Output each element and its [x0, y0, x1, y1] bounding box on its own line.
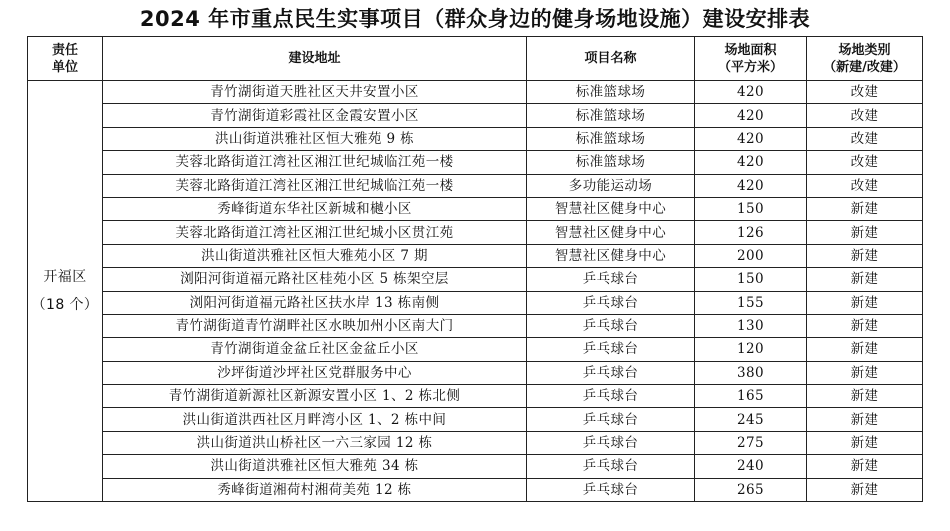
address-cell: 洪山街道洪西社区月畔湾小区 1、2 栋中间 [103, 408, 527, 431]
project-cell: 乒乓球台 [527, 455, 695, 478]
address-cell: 青竹湖街道金盆丘社区金盆丘小区 [103, 338, 527, 361]
area-cell: 380 [695, 361, 807, 384]
project-cell: 标准篮球场 [527, 151, 695, 174]
area-cell: 245 [695, 408, 807, 431]
address-cell: 芙蓉北路街道江湾社区湘江世纪城临江苑一楼 [103, 151, 527, 174]
header-area-line2: （平方米） [717, 59, 783, 75]
address-cell: 洪山街道洪雅社区恒大雅苑 34 栋 [103, 455, 527, 478]
area-cell: 200 [695, 244, 807, 267]
type-cell: 新建 [807, 361, 923, 384]
facilities-table [27, 36, 923, 502]
table-row [28, 361, 923, 384]
table-row [28, 455, 923, 478]
header-area-line1: 场地面积 [724, 42, 777, 58]
area-cell: 165 [695, 385, 807, 408]
type-cell: 新建 [807, 268, 923, 291]
table-row [28, 314, 923, 337]
area-cell: 150 [695, 268, 807, 291]
project-cell: 智慧社区健身中心 [527, 244, 695, 267]
project-cell: 乒乓球台 [527, 361, 695, 384]
address-cell: 秀峰街道湘荷村湘荷美苑 12 栋 [103, 478, 527, 501]
project-cell: 乒乓球台 [527, 268, 695, 291]
area-cell: 275 [695, 431, 807, 454]
area-cell: 155 [695, 291, 807, 314]
area-cell: 420 [695, 151, 807, 174]
header-type [807, 37, 923, 81]
header-unit [28, 37, 103, 81]
table-row [28, 478, 923, 501]
area-cell: 265 [695, 478, 807, 501]
table-row [28, 408, 923, 431]
project-cell: 乒乓球台 [527, 408, 695, 431]
type-cell: 新建 [807, 431, 923, 454]
project-cell: 智慧社区健身中心 [527, 197, 695, 220]
table-row [28, 127, 923, 150]
address-cell: 洪山街道洪山桥社区一六三家园 12 栋 [103, 431, 527, 454]
address-cell: 青竹湖街道新源社区新源安置小区 1、2 栋北侧 [103, 385, 527, 408]
header-unit-line2: 单位 [51, 59, 78, 75]
area-cell: 420 [695, 174, 807, 197]
project-cell: 多功能运动场 [527, 174, 695, 197]
address-cell: 芙蓉北路街道江湾社区湘江世纪城小区贯江苑 [103, 221, 527, 244]
project-cell: 乒乓球台 [527, 314, 695, 337]
address-cell: 洪山街道洪雅社区恒大雅苑 9 栋 [103, 127, 527, 150]
table-row [28, 291, 923, 314]
project-cell: 乒乓球台 [527, 291, 695, 314]
header-unit-line1: 责任 [51, 42, 78, 58]
address-cell: 青竹湖街道彩霞社区金霞安置小区 [103, 104, 527, 127]
table-header-row [28, 37, 923, 81]
area-cell: 130 [695, 314, 807, 337]
type-cell: 新建 [807, 478, 923, 501]
address-cell: 芙蓉北路街道江湾社区湘江世纪城临江苑一楼 [103, 174, 527, 197]
table-row [28, 151, 923, 174]
project-cell: 智慧社区健身中心 [527, 221, 695, 244]
project-cell: 乒乓球台 [527, 431, 695, 454]
table-row [28, 174, 923, 197]
address-cell: 沙坪街道沙坪社区党群服务中心 [103, 361, 527, 384]
table-row [28, 104, 923, 127]
table-row [28, 385, 923, 408]
type-cell: 改建 [807, 151, 923, 174]
project-cell: 乒乓球台 [527, 478, 695, 501]
type-cell: 新建 [807, 408, 923, 431]
project-cell: 标准篮球场 [527, 104, 695, 127]
project-cell: 标准篮球场 [527, 127, 695, 150]
header-address: 建设地址 [103, 37, 527, 81]
header-area [695, 37, 807, 81]
type-cell: 新建 [807, 291, 923, 314]
area-cell: 120 [695, 338, 807, 361]
project-cell: 标准篮球场 [527, 81, 695, 104]
address-cell: 洪山街道洪雅社区恒大雅苑小区 7 期 [103, 244, 527, 267]
address-cell: 秀峰街道东华社区新城和樾小区 [103, 197, 527, 220]
type-cell: 改建 [807, 127, 923, 150]
table-row [28, 197, 923, 220]
type-cell: 改建 [807, 104, 923, 127]
page-title: 2024 年市重点民生实事项目（群众身边的健身场地设施）建设安排表 [139, 7, 811, 31]
table-row [28, 338, 923, 361]
project-cell: 乒乓球台 [527, 338, 695, 361]
type-cell: 新建 [807, 338, 923, 361]
header-type-line2: （新建/改建） [823, 59, 906, 75]
address-cell: 青竹湖街道青竹湖畔社区水映加州小区南大门 [103, 314, 527, 337]
unit-count: （18 个） [31, 297, 99, 314]
header-type-line1: 场地类别 [838, 42, 891, 58]
area-cell: 420 [695, 104, 807, 127]
type-cell: 改建 [807, 174, 923, 197]
type-cell: 新建 [807, 221, 923, 244]
header-project: 项目名称 [527, 37, 695, 81]
type-cell: 新建 [807, 455, 923, 478]
area-cell: 240 [695, 455, 807, 478]
unit-cell [28, 81, 103, 502]
table-row [28, 221, 923, 244]
area-cell: 420 [695, 81, 807, 104]
area-cell: 126 [695, 221, 807, 244]
area-cell: 420 [695, 127, 807, 150]
table-row [28, 244, 923, 267]
address-cell: 浏阳河街道福元路社区扶水岸 13 栋南侧 [103, 291, 527, 314]
table-row [28, 268, 923, 291]
table-row [28, 81, 923, 104]
type-cell: 新建 [807, 314, 923, 337]
address-cell: 青竹湖街道天胜社区天井安置小区 [103, 81, 527, 104]
address-cell: 浏阳河街道福元路社区桂苑小区 5 栋架空层 [103, 268, 527, 291]
type-cell: 新建 [807, 385, 923, 408]
unit-name: 开福区 [43, 269, 87, 286]
type-cell: 改建 [807, 81, 923, 104]
area-cell: 150 [695, 197, 807, 220]
type-cell: 新建 [807, 244, 923, 267]
type-cell: 新建 [807, 197, 923, 220]
table-row [28, 431, 923, 454]
project-cell: 乒乓球台 [527, 385, 695, 408]
